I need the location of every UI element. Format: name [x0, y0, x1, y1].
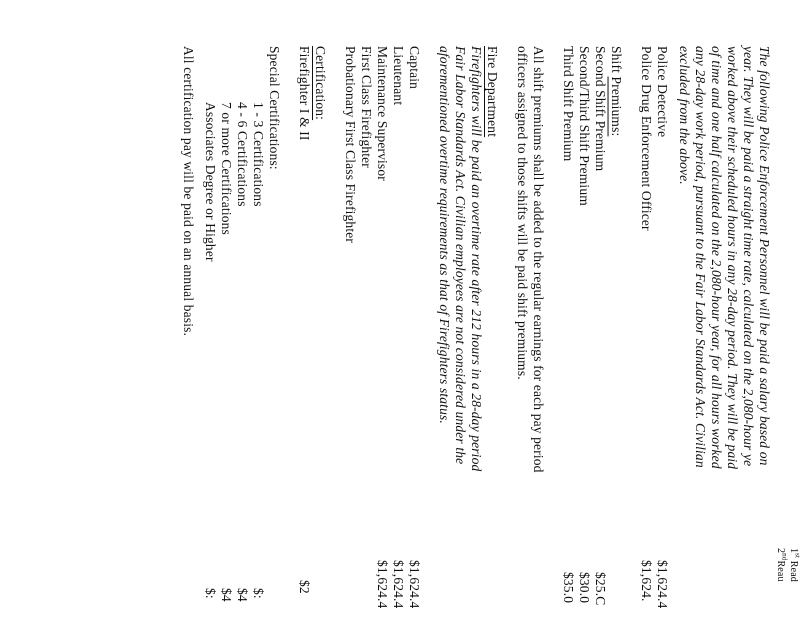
- police-detective-label: Police Detective: [655, 46, 670, 138]
- certification-heading: Certification:: [313, 46, 328, 121]
- shift-premiums-heading: Shift Premiums:: [609, 46, 624, 137]
- lieutenant-label: Lieutenant: [391, 46, 406, 106]
- second-read-marker: 2ndReau: [775, 548, 789, 582]
- police-drug-officer-amount: $1,624.: [639, 560, 654, 602]
- cert-4-6-label: 4 - 6 Certifications: [235, 102, 250, 207]
- second-shift-premium-label: Second Shift Premium: [593, 46, 608, 172]
- captain-amount: $1,624.4: [407, 560, 422, 609]
- police-paragraph-line: any 28-day work period, pursuant to the Fair Labor Standards Act. Civilian: [693, 46, 708, 468]
- associates-degree-amount: $:: [203, 588, 218, 599]
- maintenance-supervisor-amount: $1,624.4: [375, 560, 390, 609]
- fire-department-heading: Fire Department: [485, 46, 500, 138]
- second-third-shift-premium-amount: $30.0: [577, 572, 592, 604]
- police-drug-officer-label: Police Drug Enforcement Officer: [639, 46, 654, 231]
- firefighter-i-ii-label: Firefighter I & II: [297, 46, 312, 141]
- police-detective-amount: $1,624.4: [655, 560, 670, 609]
- probationary-firefighter-label: Probationary First Class Firefighter: [343, 46, 358, 244]
- lieutenant-amount: $1,624.4: [391, 560, 406, 609]
- police-paragraph-line: of time and one half calculated on the 2,080-hour year, for all hours worked: [709, 46, 724, 469]
- third-shift-premium-label: Third Shift Premium: [561, 46, 576, 162]
- second-shift-premium-amount: $25.C: [593, 572, 608, 606]
- certification-footer-note: All certification pay will be paid on an annual basis.: [181, 46, 196, 337]
- police-paragraph-line: year. They will be paid a straight time rate, calculated on the 2,080-hour ye: [741, 46, 756, 467]
- second-third-shift-premium-label: Second/Third Shift Premium: [577, 46, 592, 206]
- maintenance-supervisor-label: Maintenance Supervisor: [375, 46, 390, 181]
- captain-label: Captain: [407, 46, 422, 90]
- first-class-firefighter-label: First Class Firefighter: [359, 46, 374, 168]
- associates-degree-label: Associates Degree or Higher: [203, 102, 218, 262]
- special-certifications-heading: Special Certifications:: [267, 46, 282, 170]
- police-paragraph-line: excluded from the above.: [677, 46, 692, 185]
- cert-1-3-label: 1 - 3 Certifications: [251, 102, 266, 207]
- cert-7-plus-label: 7 or more Certifications: [219, 102, 234, 235]
- cert-7-plus-amount: $4: [219, 588, 234, 602]
- fire-paragraph-line: Fair Labor Standards Act. Civilian employees are not considered under the: [453, 46, 468, 465]
- cert-4-6-amount: $4: [235, 588, 250, 602]
- shift-note-line: officers assigned to those shifts will be paid shift premiums.: [515, 46, 530, 380]
- fire-paragraph-line: aforementioned overtime requirements as that of Firefighters status.: [437, 46, 452, 424]
- firefighter-i-ii-amount: $2: [297, 580, 312, 594]
- shift-note-line: All shift premiums shall be added to the regular earnings for each pay period: [531, 46, 546, 473]
- police-paragraph-line: The following Police Enforcement Personnel will be paid a salary based on: [757, 46, 772, 466]
- third-shift-premium-amount: $35.0: [561, 572, 576, 604]
- fire-paragraph-line: Firefighters will be paid an overtime rate after 212 hours in a 28-day period: [469, 46, 484, 472]
- first-read-marker: 1st Read: [788, 548, 802, 582]
- cert-1-3-amount: $:: [251, 588, 266, 599]
- police-paragraph-line: worked above their scheduled hours in any 28-day period. They will be paid: [725, 46, 740, 470]
